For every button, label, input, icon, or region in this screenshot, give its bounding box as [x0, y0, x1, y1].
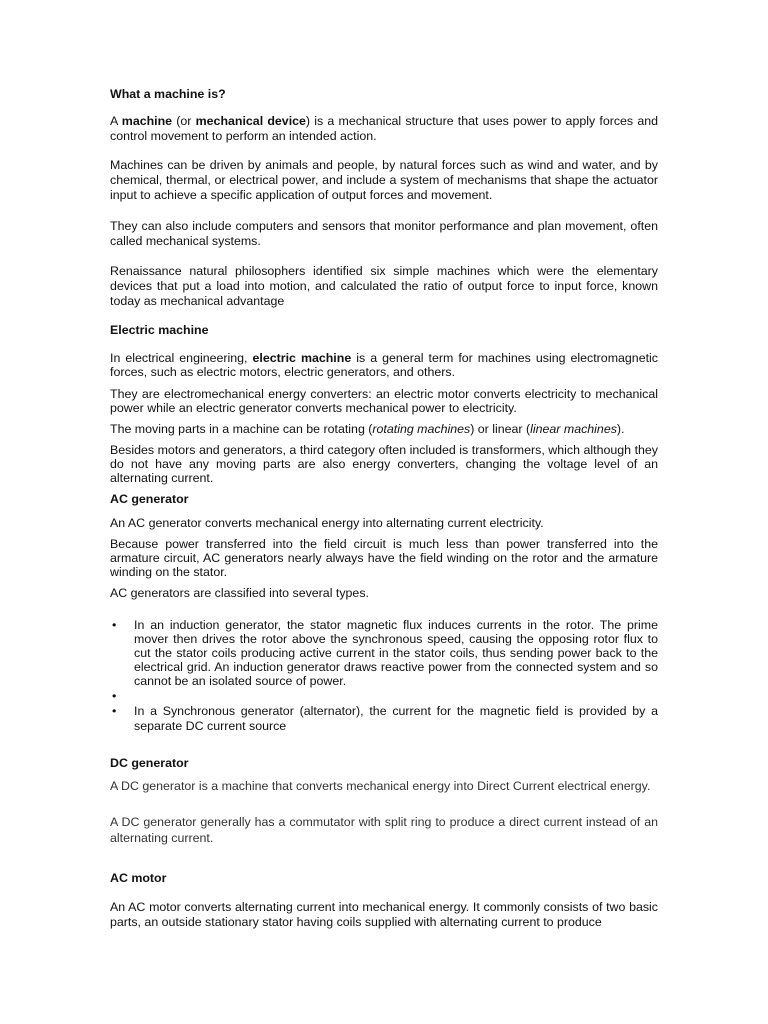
text: A: [110, 114, 122, 128]
text: ).: [616, 422, 625, 436]
text: (or: [172, 114, 196, 128]
text: ) or linear (: [470, 422, 531, 436]
para-converters: They are electromechanical energy converters: an electric motor converts electricity to mechanical power while an electric generator converts mechanical power to electricity.: [110, 387, 658, 416]
bullet-icon: •: [112, 689, 117, 704]
heading-what-machine: What a machine is?: [110, 87, 226, 101]
bullet-icon: •: [112, 704, 117, 719]
text: The moving parts in a machine can be rotating (: [110, 422, 373, 436]
list-item: [110, 618, 658, 688]
text: is a general term for machines using electromagnetic forces, such as electric motors, electric generators, and others.: [110, 351, 658, 380]
para-moving-parts: [110, 422, 658, 436]
list-item-text: In an induction generator, the stator magnetic flux induces currents in the rotor. The prime mover then drives the rotor above the synchronous speed, causing the opposing rotor flux to cut the stator coils producing active current in the stator coils, thus sending power back to the electrical grid. An induction generator draws reactive power from the connected system and so cannot be an isolated source of power.: [134, 618, 658, 689]
list-item: [110, 704, 658, 734]
heading-ac-motor: AC motor: [110, 871, 167, 885]
para-machines-driven: Machines can be driven by animals and people, by natural forces such as wind and water, and by chemical, thermal, or electrical power, and include a system of mechanisms that shape the actuator input to achieve a specific application of output forces and movement.: [110, 158, 658, 203]
list-item-empty: [110, 689, 658, 704]
para-machine-definition: [110, 114, 658, 144]
term-machine: machine: [121, 114, 173, 128]
heading-ac-generator: AC generator: [110, 492, 189, 506]
heading-electric-machine: Electric machine: [110, 323, 209, 337]
term-linear-machines: linear machines: [530, 422, 617, 436]
para-renaissance: Renaissance natural philosophers identified six simple machines which were the elementary devices that put a load into motion, and calculated the ratio of output force to input force, known today as mechanical advantage: [110, 264, 658, 309]
list-item-text: In a Synchronous generator (alternator), the current for the magnetic field is provided by a separate DC current source: [134, 704, 658, 734]
para-classified: AC generators are classified into several types.: [110, 586, 369, 600]
para-dc-generator-definition: A DC generator is a machine that converts mechanical energy into Direct Current electrical energy.: [110, 779, 651, 793]
para-computers-sensors: They can also include computers and sensors that monitor performance and plan movement, often called mechanical systems.: [110, 219, 658, 249]
term-mechanical-device: mechanical device: [195, 114, 306, 128]
para-transformers: Besides motors and generators, a third category often included is transformers, which although they do not have any moving parts are also energy converters, changing the voltage level of an alternating current.: [110, 443, 658, 486]
term-rotating-machines: rotating machines: [372, 422, 471, 436]
text: ) is a mechanical structure that uses power to apply forces and control movement to perform an intended action.: [110, 114, 658, 144]
para-electric-machine-definition: [110, 351, 658, 379]
term-electric-machine: electric machine: [252, 351, 352, 365]
para-commutator: A DC generator generally has a commutator with split ring to produce a direct current instead of an alternating current.: [110, 815, 658, 845]
para-ac-motor: An AC motor converts alternating current into mechanical energy. It commonly consists of two basic parts, an outside stationary stator having coils supplied with alternating current to produce: [110, 900, 658, 930]
para-field-circuit: Because power transferred into the field circuit is much less than power transferred into the armature circuit, AC generators nearly always have the field winding on the rotor and the armature winding on the stator.: [110, 537, 658, 580]
para-ac-generator-converts: An AC generator converts mechanical energy into alternating current electricity.: [110, 516, 544, 530]
generator-types-list: [110, 618, 658, 734]
bullet-icon: •: [112, 618, 117, 632]
text: In electrical engineering,: [110, 351, 253, 365]
heading-dc-generator: DC generator: [110, 756, 189, 770]
